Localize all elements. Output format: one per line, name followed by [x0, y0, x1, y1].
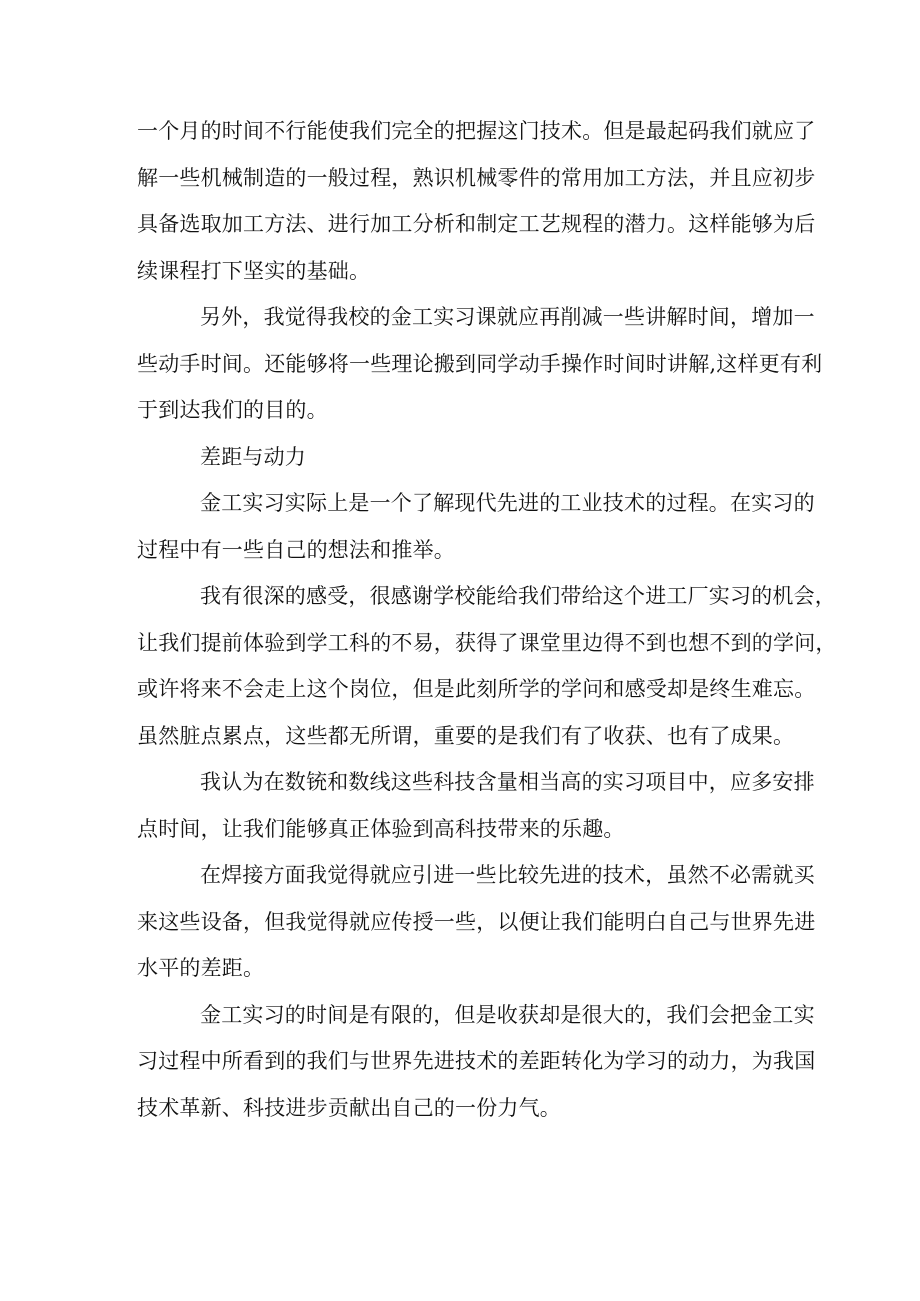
text-line: 或许将来不会走上这个岗位，但是此刻所学的学问和感受却是终生难忘。	[137, 677, 816, 701]
text-line: 习过程中所看到的我们与世界先进技术的差距转化为学习的动力，为我国	[137, 1049, 816, 1073]
text-line: 些动手时间。还能够将一些理论搬到同学动手操作时间时讲解,这样更有利	[137, 351, 823, 376]
text-line: 金工实习的时间是有限的，但是收获却是很大的，我们会把金工实	[200, 1002, 815, 1027]
text-line: 续课程打下坚实的基础。	[137, 258, 371, 283]
text-line: 于到达我们的目的。	[137, 398, 328, 422]
text-line: 我有很深的感受，很感谢学校能给我们带给这个进工厂实习的机会，	[200, 584, 836, 608]
text-line: 点时间，让我们能够真正体验到高科技带来的乐趣。	[137, 816, 625, 841]
text-line: 水平的差距。	[137, 956, 265, 980]
text-line: 虽然脏点累点，这些都无所谓，重要的是我们有了收获、也有了成果。	[137, 723, 795, 748]
text-line: 一个月的时间不行能使我们完全的把握这门技术。但是最起码我们就应了	[137, 119, 816, 143]
document-body	[137, 108, 837, 1131]
text-line: 具备选取加工方法、进行加工分析和制定工艺规程的潜力。这样能够为后	[137, 212, 816, 236]
text-line: 差距与动力	[200, 444, 306, 469]
text-line: 在焊接方面我觉得就应引进一些比较先进的技术，虽然不必需就买	[200, 863, 815, 887]
text-line: 过程中有一些自己的想法和推举。	[137, 537, 455, 562]
text-line: 来这些设备，但我觉得就应传授一些，以便让我们能明白自己与世界先进	[137, 909, 816, 934]
text-line: 让我们提前体验到学工科的不易，获得了课堂里边得不到也想不到的学问，	[137, 630, 837, 655]
text-line: 我认为在数铳和数线这些科技含量相当高的实习项目中，应多安排	[200, 770, 815, 794]
text-line: 另外，我觉得我校的金工实习课就应再削减一些讲解时间，增加一	[200, 305, 815, 329]
text-line: 解一些机械制造的一般过程，熟识机械零件的常用加工方法，并且应初步	[137, 165, 816, 190]
text-line: 技术革新、科技进步贡献出自己的一份力气。	[137, 1095, 561, 1120]
text-line: 金工实习实际上是一个了解现代先进的工业技术的过程。在实习的	[200, 491, 815, 515]
